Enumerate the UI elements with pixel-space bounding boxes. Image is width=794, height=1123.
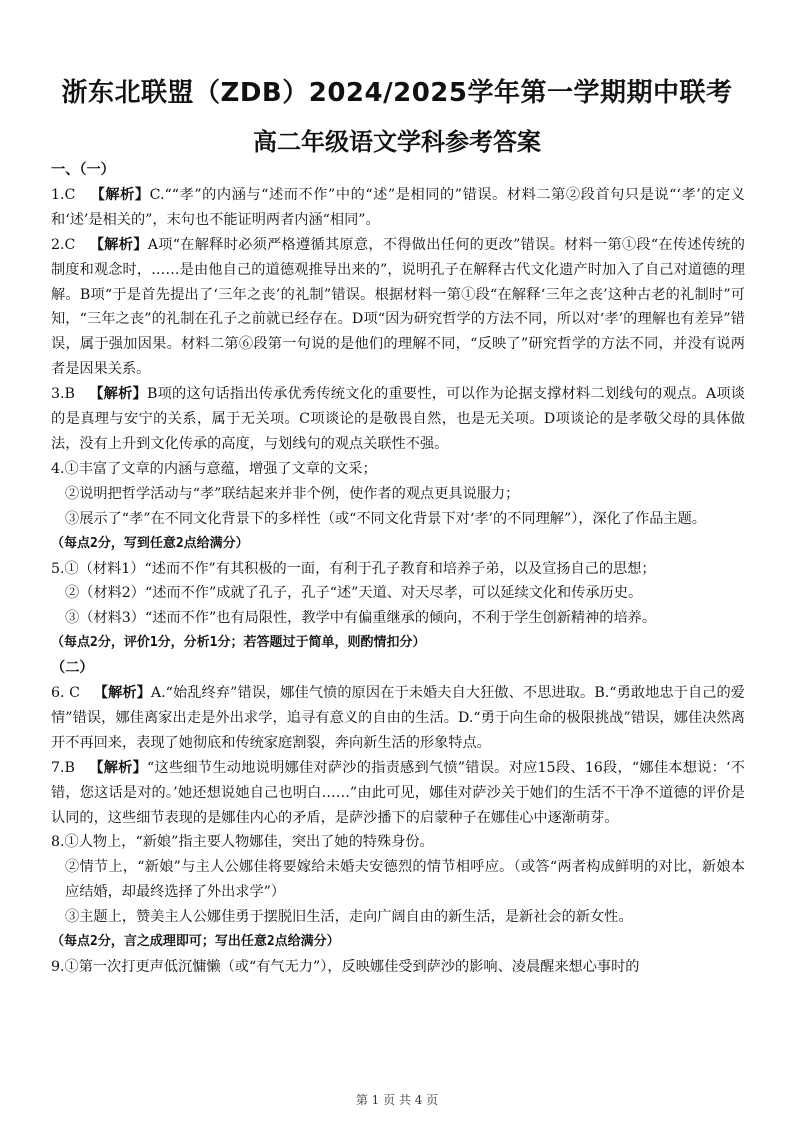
- q6-number: 6. C: [51, 685, 80, 702]
- answer-q8-scoring-note: （每点2分，言之成理即可；写出任意2点给满分）: [51, 934, 340, 950]
- q1-tag: 【解析】: [90, 186, 150, 203]
- section-heading-2: （二）: [51, 660, 94, 677]
- section-heading-1: 一、（一）: [51, 162, 115, 178]
- answer-q4-point-1: 4.①丰富了文章的内涵与意蕴，增强了文章的文采；: [51, 460, 377, 477]
- answer-q5-point-3: ③（材料3）“述而不作”也有局限性，教学中有偏重继承的倾向，不利于学生创新精神的培养。: [65, 610, 657, 627]
- q7-number: 7.B: [51, 759, 75, 776]
- answer-q4-point-2: ②说明把哲学活动与“孝”联结起来并非个例，使作者的观点更具说服力；: [65, 485, 520, 502]
- q2-number: 2.C: [51, 236, 76, 253]
- q7-tag: 【解析】: [89, 759, 148, 776]
- answer-content: [51, 158, 745, 980]
- answer-q4-point-3: ③展示了“孝”在不同文化背景下的多样性（或“不同文化背景下对‘孝’的不同理解”），深化了作品主题。: [65, 510, 706, 527]
- answer-q5-point-1: 5.①（材料1）“述而不作”有其积极的一面，有利于孔子教育和培养子弟，以及宣扬自己的思想；: [51, 560, 656, 577]
- answer-q7: [51, 756, 745, 831]
- q1-number: 1.C: [51, 186, 76, 203]
- page-number: 第 1 页 共 4 页: [355, 1093, 439, 1107]
- answer-q2: [51, 233, 745, 382]
- answer-q8-point-1: 8.①人物上，“新娘”指主要人物娜佳，突出了她的特殊身份。: [51, 834, 434, 851]
- q3-tag: 【解析】: [89, 386, 147, 403]
- answer-q1: [51, 183, 745, 233]
- q2-tag: 【解析】: [89, 236, 148, 253]
- q3-number: 3.B: [51, 386, 75, 403]
- q7-text: “这些细节生动地说明娜佳对萨沙的指责感到气愤”错误。对应15段、16段，“娜佳本想说：‘不错，您这话是对的。’她还想说她自己也明白……”由此可见，娜佳对萨沙关于她们的生活不干净不道德的评价是认同的，这些细节表现的是娜佳内心的矛盾，是萨沙播下的启蒙种子在娜佳心中逐渐萌芽。: [51, 759, 745, 826]
- answer-q3: [51, 382, 745, 457]
- document-subtitle: 高二年级语文学科参考答案: [253, 128, 541, 156]
- q3-text: B项的这句话指出传承优秀传统文化的重要性，可以作为论据支撑材料二划线句的观点。A项谈的是真理与安宁的关系，属于无关项。C项谈论的是敬畏自然，也是无关项。D项谈论的是孝敬父母的具体做法，没有上升到文化传承的高度，与划线句的观点关联性不强。: [51, 386, 745, 452]
- answer-q6: [51, 681, 745, 756]
- answer-q9: 9.①第一次打更声低沉慵懒（或“有气无力”），反映娜佳受到萨沙的影响、凌晨醒来想心事时的: [51, 959, 640, 975]
- answer-q5-point-2: ②（材料2）“述而不作”成就了孔子，孔子“述”天道、对天尽孝，可以延续文化和传承历史。: [65, 585, 643, 602]
- answer-q4-scoring-note: （每点2分，写到任意2点给满分）: [51, 535, 249, 551]
- answer-q8-point-3: ③主题上，赞美主人公娜佳勇于摆脱旧生活，走向广阔自由的新生活，是新社会的新女性。: [65, 909, 633, 926]
- q1-text: C.““孝”的内涵与“述而不作”中的“述”是相同的”错误。材料二第②段首句只是说“‘孝’的定义和‘述’是相关的”，末句也不能证明两者内涵“相同”。: [51, 186, 745, 228]
- document-title: 浙东北联盟（ZDB）2024/2025学年第一学期期中联考: [61, 78, 733, 108]
- q2-text: A项“在解释时必须严格遵循其原意，不得做出任何的更改”错误。材料一第①段“在传述传统的制度和观念时，……是由他自己的道德观推导出来的”，说明孔子在解释古代文化遗产时加入了自己对道德的理解。B项“于是首先提出了‘三年之丧’的礼制”错误。根据材料一第①段“在解释‘三年之丧’这种古老的礼制时”可知，“三年之丧”的礼制在孔子之前就已经存在。D项“因为研究哲学的方法不同，所以对‘孝’的理解也有差异”错误，属于强加因果。材料二第⑥段第一句说的是他们的理解不同，“反映了”研究哲学的方法不同，并没有说两者是因果关系。: [51, 236, 745, 378]
- q6-tag: 【解析】: [93, 685, 151, 702]
- answer-q8-point-2: ②情节上，“新娘”与主人公娜佳将要嫁给未婚夫安德烈的情节相呼应。（或答“两者构成鲜明的对比，新娘本应结婚，却最终选择了外出求学”）: [65, 859, 745, 901]
- q6-text: A.“始乱终弃”错误，娜佳气愤的原因在于未婚夫自大狂傲、不思进取。B.“勇敢地忠于自己的爱情”错误，娜佳离家出走是外出求学，追寻有意义的自由的生活。D.“勇于向生命的极限挑战”错误，娜佳决然离开不再回来，表现了她彻底和传统家庭割裂，奔向新生活的形象特点。: [51, 685, 745, 751]
- answer-q5-scoring-note: （每点2分，评价1分，分析1分；若答题过于简单，则酌情扣分）: [51, 635, 426, 651]
